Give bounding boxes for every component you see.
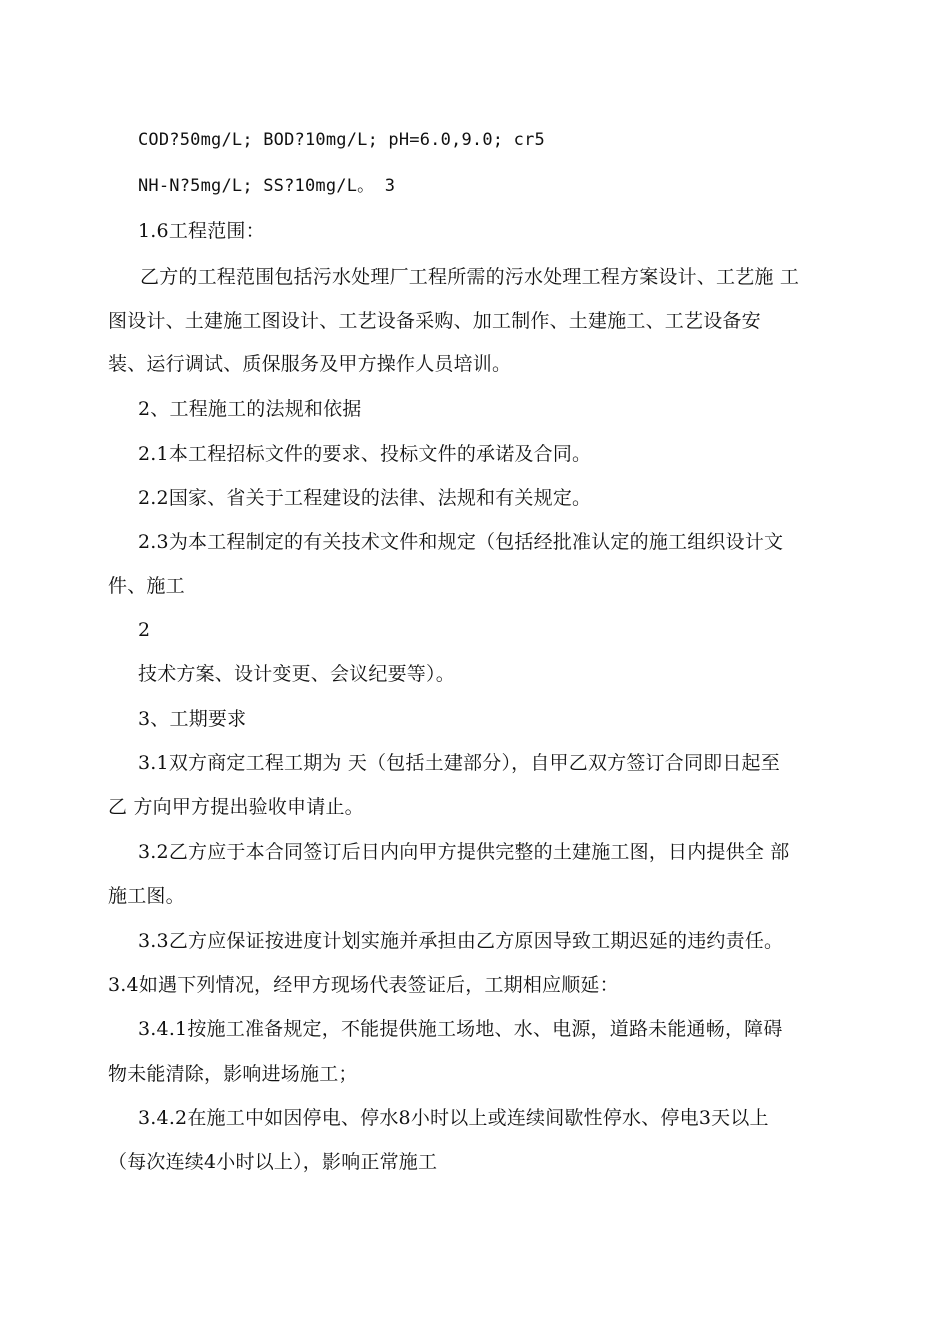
- paragraph-line: 装、运行调试、质保服务及甲方操作人员培训。: [108, 353, 512, 375]
- paragraph-line: 物未能清除，影响进场施工；: [108, 1063, 358, 1085]
- paragraph-line: 乙方的工程范围包括污水处理厂工程所需的污水处理工程方案设计、工艺施 工: [140, 266, 800, 288]
- paragraph-line: 3.1双方商定工程工期为 天（包括土建部分），自甲乙双方签订合同即日起至: [138, 752, 780, 774]
- water-quality-line-2: NH-N?5mg/L; SS?10mg/L。 3: [138, 176, 396, 196]
- paragraph-line: 2.1本工程招标文件的要求、投标文件的承诺及合同。: [138, 443, 592, 465]
- paragraph-line: 3.2乙方应于本合同签订后日内向甲方提供完整的土建施工图，日内提供全 部: [138, 841, 790, 863]
- paragraph-line: 技术方案、设计变更、会议纪要等）。: [138, 663, 455, 685]
- paragraph-line: 施工图。: [108, 885, 185, 907]
- paragraph-line: 图设计、土建施工图设计、工艺设备采购、加工制作、土建施工、工艺设备安: [108, 310, 761, 332]
- page-number: 2: [138, 619, 151, 641]
- paragraph-line: 3.3乙方应保证按进度计划实施并承担由乙方原因导致工期迟延的违约责任。: [138, 930, 784, 952]
- section-heading: 1.6工程范围：: [138, 220, 265, 242]
- paragraph-line: 乙 方向甲方提出验收申请止。: [108, 796, 364, 818]
- paragraph-line: 3.4.1按施工准备规定，不能提供施工场地、水、电源，道路未能通畅，障碍: [138, 1018, 783, 1040]
- paragraph-line: 2.3为本工程制定的有关技术文件和规定（包括经批准认定的施工组织设计文: [138, 531, 784, 553]
- water-quality-line-1: COD?50mg/L; BOD?10mg/L; pH=6.0,9.0; cr5: [138, 130, 545, 150]
- paragraph-line: 3.4如遇下列情况，经甲方现场代表签证后，工期相应顺延：: [108, 974, 619, 996]
- paragraph-line: 件、施工: [108, 575, 185, 597]
- paragraph-line: 2.2国家、省关于工程建设的法律、法规和有关规定。: [138, 487, 592, 509]
- paragraph-line: （每次连续4小时以上），影响正常施工: [108, 1151, 438, 1173]
- section-heading: 3、工期要求: [138, 708, 247, 730]
- section-heading: 2、工程施工的法规和依据: [138, 398, 362, 420]
- paragraph-line: 3.4.2在施工中如因停电、停水8小时以上或连续间歇性停水、停电3天以上: [138, 1107, 769, 1129]
